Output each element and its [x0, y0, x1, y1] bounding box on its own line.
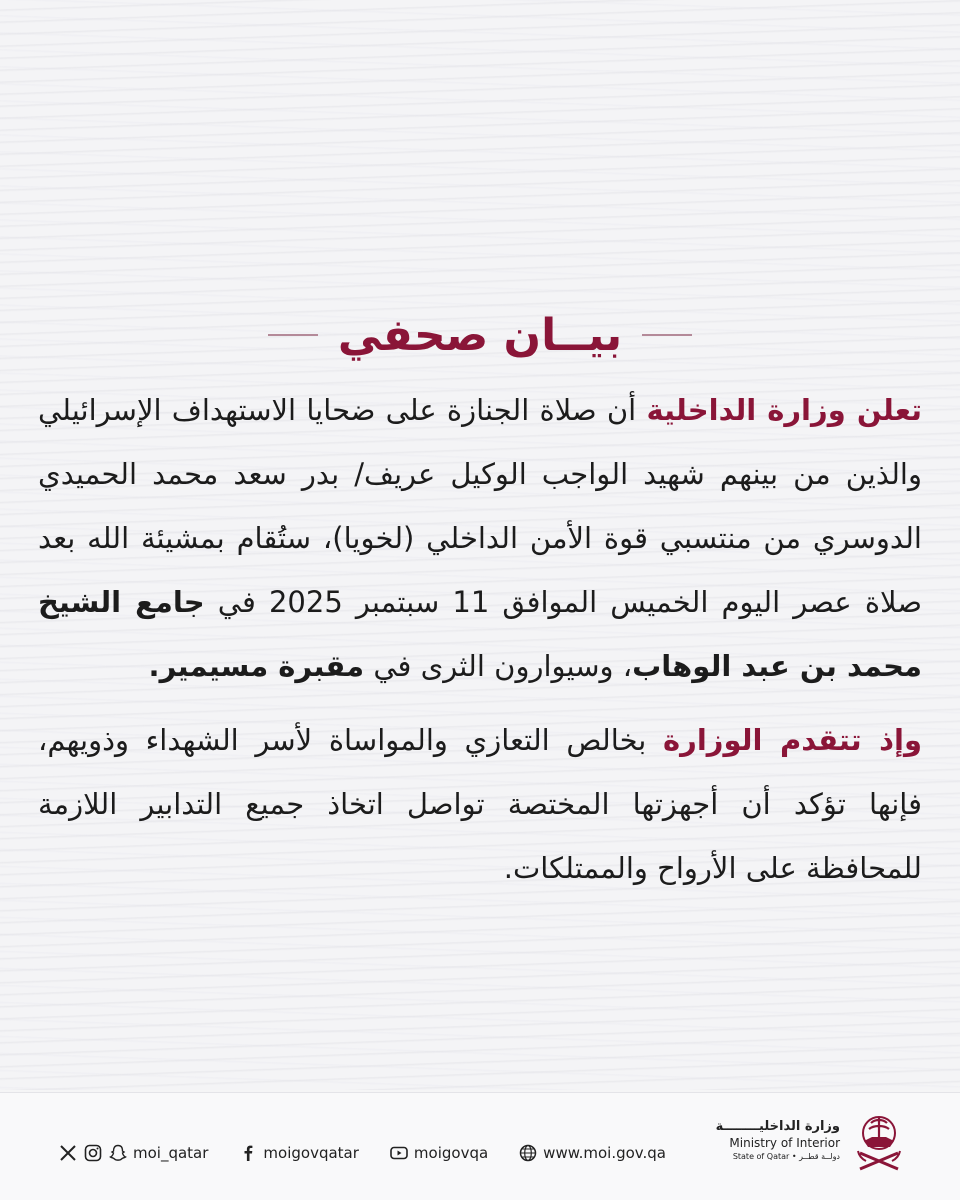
globe-icon[interactable] — [518, 1143, 538, 1163]
instagram-icon[interactable] — [83, 1143, 103, 1163]
facebook-icon[interactable] — [238, 1143, 258, 1163]
social-links — [58, 1138, 684, 1168]
cemetery-name: مقبرة مسيمير. — [148, 649, 365, 683]
facebook-link[interactable] — [238, 1143, 359, 1163]
qatar-emblem-icon — [850, 1107, 908, 1173]
brand-text — [716, 1119, 840, 1161]
website-link[interactable] — [518, 1143, 666, 1163]
youtube-handle[interactable]: moigovqa — [413, 1144, 489, 1162]
x-icon[interactable] — [58, 1143, 78, 1163]
facebook-handle[interactable]: moigovqatar — [263, 1144, 359, 1162]
paragraph-1-lead: تعلن وزارة الداخلية — [646, 393, 923, 427]
brand-state: State of Qatar • دولــة قطــر — [732, 1152, 840, 1161]
paragraph-2-lead: وإذ تتقدم الوزارة — [663, 723, 922, 757]
page-title: بيــان صحفي — [337, 309, 623, 361]
statement-paragraph-1 — [38, 378, 922, 698]
snapchat-icon[interactable] — [108, 1143, 128, 1163]
social-handle[interactable]: moi_qatar — [133, 1144, 209, 1162]
social-handle-group[interactable] — [58, 1143, 208, 1163]
ministry-brand — [716, 1105, 908, 1175]
brand-english: Ministry of Interior — [729, 1136, 840, 1150]
title-rule-right — [642, 334, 692, 336]
title-block — [0, 300, 960, 370]
website-url[interactable]: www.moi.gov.qa — [543, 1144, 666, 1162]
brand-arabic: وزارة الداخليــــــــة — [715, 1119, 840, 1134]
youtube-link[interactable] — [389, 1143, 488, 1163]
paragraph-1-text: أن صلاة الجنازة على ضحايا الاستهداف الإسرائيلي والذين من بينهم شهيد الواجب الوكيل عريف/ بدر سعد محمد الحميدي الدوسري من منتسبي قوة الأمن الداخلي (لخويا)، ستُقام بمشيئة الله بعد صلاة عصر اليوم الخميس الموافق 11 سبتمبر 2025 في — [38, 393, 922, 619]
mosque-name: جامع الشيخ محمد بن عبد الوهاب — [38, 585, 922, 683]
youtube-icon[interactable] — [389, 1143, 409, 1163]
title-rule-left — [268, 334, 318, 336]
statement-paragraph-2 — [38, 708, 922, 900]
paragraph-2-text: بخالص التعازي والمواساة لأسر الشهداء وذويهم، فإنها تؤكد أن أجهزتها المختصة تواصل اتخاذ جميع التدابير اللازمة للمحافظة على الأرواح والممتلكات. — [38, 723, 922, 885]
paragraph-1-text-2: ، وسيوارون الثرى في — [364, 649, 633, 683]
